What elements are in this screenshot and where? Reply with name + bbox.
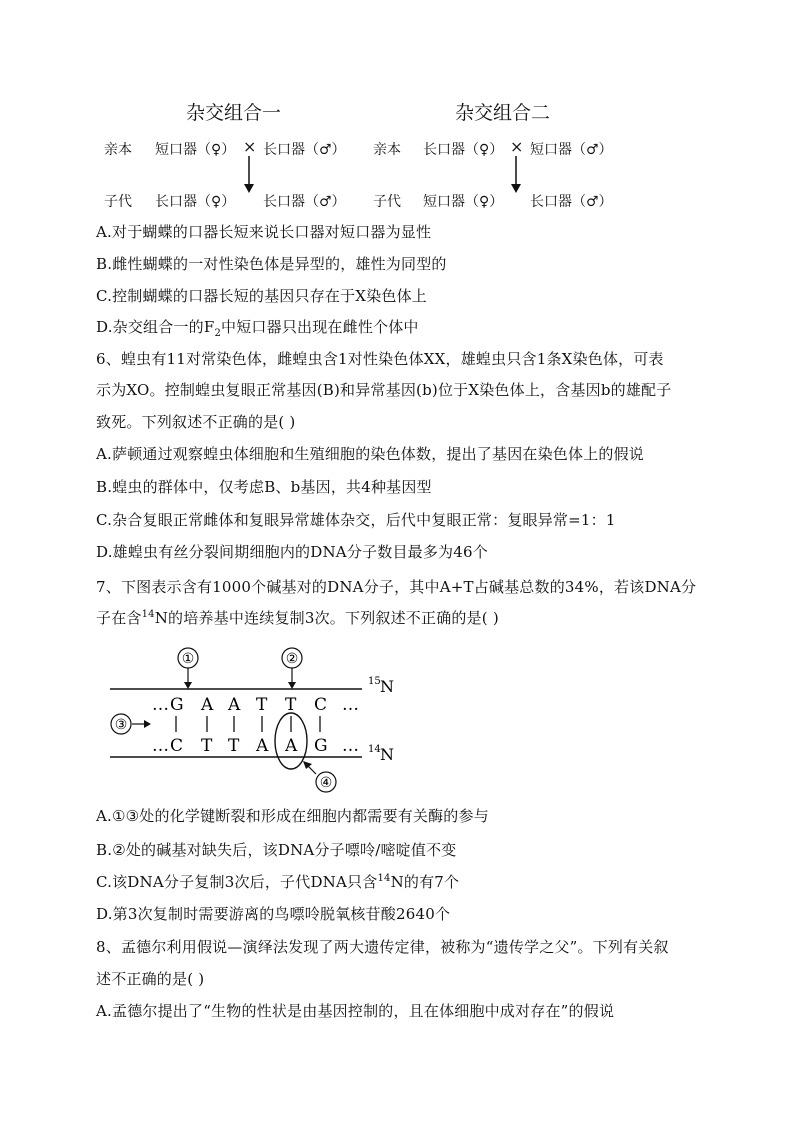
bottom-base: … (152, 736, 169, 756)
isotope-top-sup: 15 (368, 676, 381, 687)
isotope-bottom-sup: 14 (368, 744, 381, 755)
top-base: A (201, 695, 214, 715)
g1-arrow-icon (240, 156, 260, 194)
g2-parent-male: 短口器（♂） (530, 142, 613, 158)
isotope-bottom-letter: N (380, 745, 394, 764)
bottom-base: G (314, 736, 328, 756)
top-base: … (152, 695, 169, 715)
q6-option-a: A.萨顿通过观察蝗虫体细胞和生殖细胞的染色体数，提出了基因在染色体上的假说 (96, 445, 645, 463)
cross-group2-title: 杂交组合二 (455, 102, 551, 124)
q6-option-b: B.蝗虫的群体中，仅考虑B、b基因，共4种基因型 (96, 478, 432, 496)
top-base: C (314, 695, 328, 715)
g1-offspring-male: 长口器（♂） (263, 194, 346, 210)
bottom-base: T (228, 736, 240, 756)
g1-offspring-label: 子代 (104, 194, 132, 210)
cross-group1-title: 杂交组合一 (186, 102, 282, 124)
top-base: T (256, 695, 268, 715)
g2-parent-label: 亲本 (373, 142, 401, 158)
g1-parent-male: 长口器（♂） (263, 142, 346, 158)
g1-parent-label: 亲本 (104, 142, 132, 158)
bottom-base: A (285, 736, 298, 756)
label-4: ④ (319, 775, 333, 791)
q5-option-b: B.雌性蝴蝶的一对性染色体是异型的，雄性为同型的 (96, 255, 447, 273)
q7-stem-line1: 7、下图表示含有1000个碱基对的DNA分子，其中A+T占碱基总数的34%，若该DNA分 (96, 578, 697, 596)
g1-offspring-female: 长口器（♀） (155, 194, 236, 210)
q7-option-b: B.②处的碱基对缺失后，该DNA分子嘌呤/嘧啶值不变 (96, 841, 457, 859)
g2-offspring-female: 短口器（♀） (423, 194, 504, 210)
q7-option-c: C.该DNA分子复制3次后，子代DNA只含$^{14}$N的有7个 (96, 873, 460, 891)
q7-option-a: A.①③处的化学键断裂和形成在细胞内都需要有关酶的参与 (96, 807, 489, 825)
g2-offspring-male: 长口器（♂） (530, 194, 613, 210)
top-base: A (228, 695, 241, 715)
q6-stem-line1: 6、蝗虫有11对常染色体，雌蝗虫含1对性染色体XX，雄蝗虫只含1条X染色体，可表 (96, 350, 664, 368)
g1-cross-symbol: × (243, 137, 257, 156)
label-3: ③ (114, 717, 128, 733)
bottom-base: T (201, 736, 213, 756)
label-2: ② (285, 651, 299, 667)
top-base: G (170, 695, 184, 715)
q6-option-d: D.雄蝗虫有丝分裂间期细胞内的DNA分子数目最多为46个 (96, 543, 488, 561)
top-base: … (342, 695, 359, 715)
q5-option-a: A.对于蝴蝶的口器长短来说长口器对短口器为显性 (96, 223, 432, 241)
label-1: ① (181, 651, 195, 667)
q6-stem-line3: 致死。下列叙述不正确的是( ) (96, 413, 296, 431)
g1-parent-female: 短口器（♀） (155, 142, 236, 158)
g2-parent-female: 长口器（♀） (423, 142, 504, 158)
q7-stem-line2: 子在含$^{14}$N的培养基中连续复制3次。下列叙述不正确的是( ) (96, 609, 499, 627)
q8-option-a: A.孟德尔提出了“生物的性状是由基因控制的，且在体细胞中成对存在”的假说 (96, 1002, 615, 1020)
q6-option-c: C.杂合复眼正常雌体和复眼异常雄体杂交，后代中复眼正常：复眼异常=1：1 (96, 511, 616, 529)
q8-stem-line2: 述不正确的是( ) (96, 970, 205, 988)
q5-option-c: C.控制蝴蝶的口器长短的基因只存在于X染色体上 (96, 287, 427, 305)
bottom-base: A (256, 736, 269, 756)
top-base: T (285, 695, 297, 715)
bottom-base: C (170, 736, 184, 756)
g2-arrow-icon (507, 156, 527, 194)
q5-option-d: D.杂交组合一的$F_2$中短口器只出现在雌性个体中 (96, 318, 419, 339)
q7-option-d: D.第3次复制时需要游离的鸟嘌呤脱氧核苷酸2640个 (96, 905, 451, 923)
bottom-base: … (342, 736, 359, 756)
q8-stem-line1: 8、孟德尔利用假说—演绎法发现了两大遗传定律，被称为“遗传学之父”。下列有关叙 (96, 938, 669, 956)
dna-diagram (100, 640, 400, 800)
isotope-top-letter: N (380, 677, 394, 696)
g2-offspring-label: 子代 (373, 194, 401, 210)
q6-stem-line2: 示为XO。控制蝗虫复眼正常基因(B)和异常基因(b)位于X染色体上，含基因b的雄配子 (96, 381, 672, 399)
g2-cross-symbol: × (510, 137, 524, 156)
